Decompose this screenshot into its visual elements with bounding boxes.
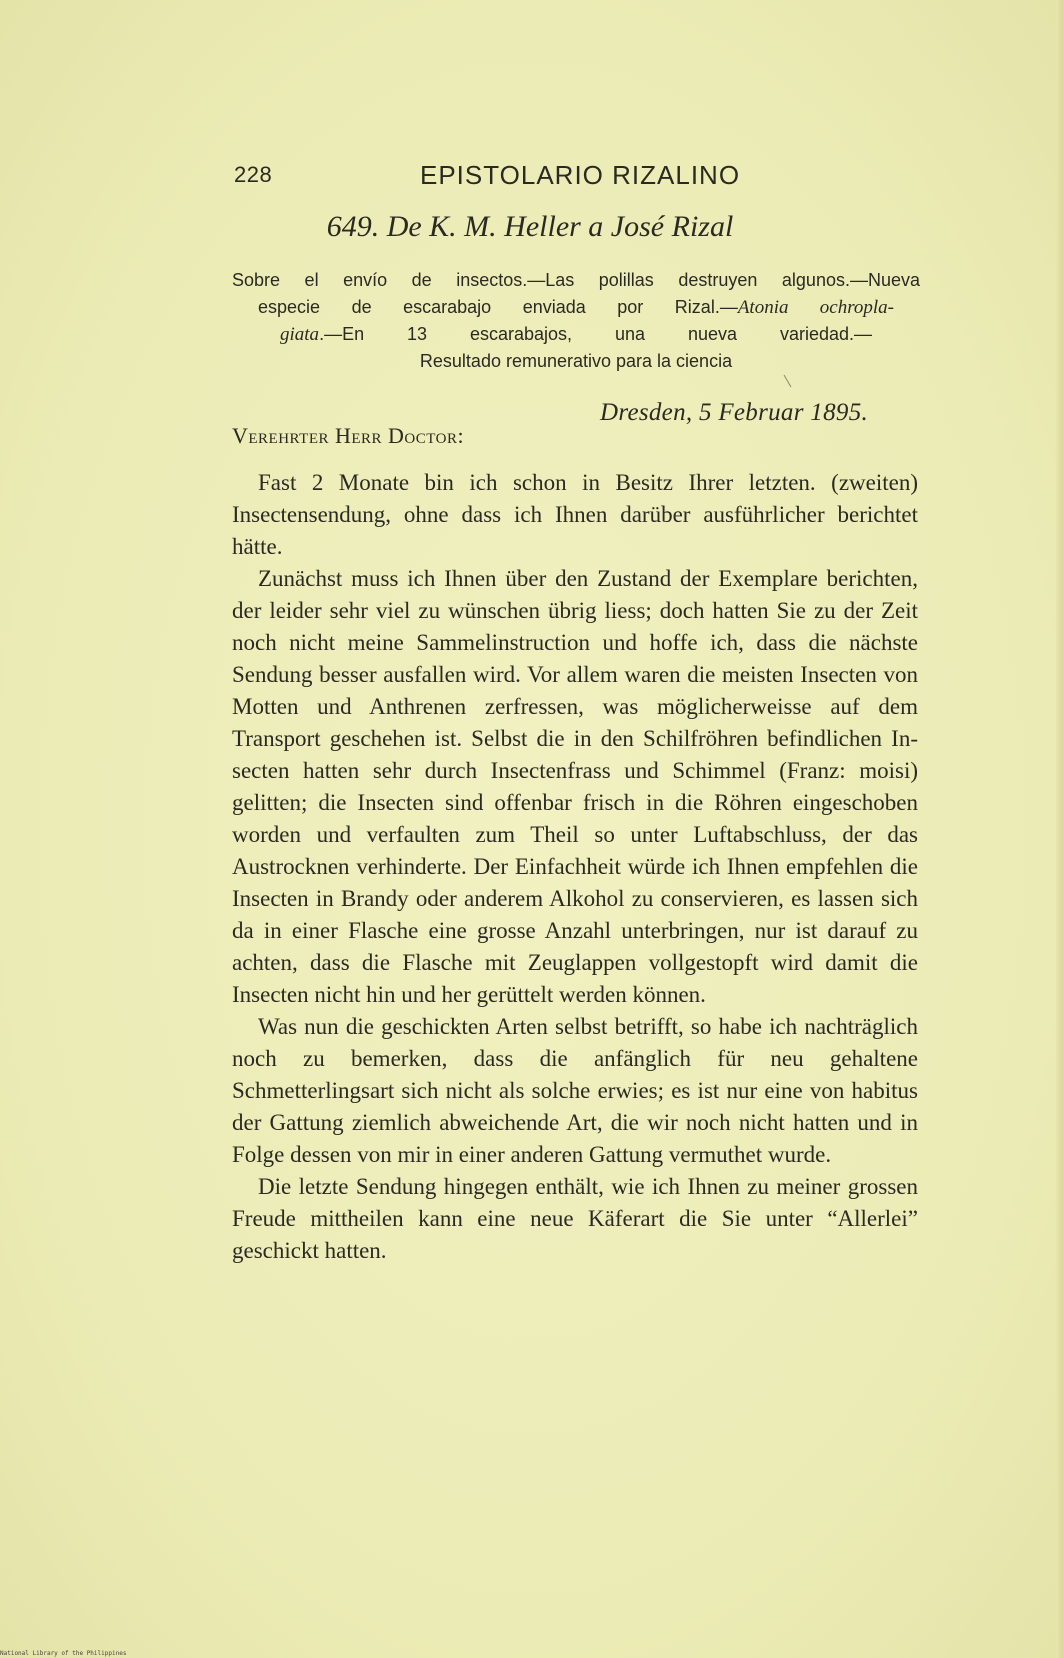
library-credit: National Library of the Philippines	[0, 1650, 127, 1657]
summary-line-2	[232, 294, 920, 321]
running-head	[234, 160, 764, 194]
paragraph-2: Zunächst muss ich Ihnen über den Zustand der Exemplare berichten, der leider sehr viel zu wünschen übrig liess; doch hatten Sie zu der Zeit noch nicht meine Sammelinstruction und hoffe ich, dass die nächste Sendung besser ausfallen wird. Vor allem waren die meisten Insecten von Motten und Anthrenen zerfressen, was möglicherweisse auf dem Transport geschehen ist. Selbst die in den Schilfröhren befindlichen Insecten hatten sehr durch Insectenfrass und Schimmel (Franz: moisi) gelitten; die Insecten sind offenbar frisch in die Röhren eingeschoben worden und verfaulten zum Theil so unter Luftabschluss, der das Austrocknen verhinderte. Der Einfachheit würde ich Ihnen empfehlen die Insecten in Brandy oder anderem Alkohol zu conservieren, es lassen sich da in einer Flasche eine grosse Anzahl unterbringen, nur ist darauf zu achten, dass die Flasche mit Zeuglappen vollgestopft wird damit die Insecten nicht hin und her gerüttelt werden können.	[232, 566, 918, 1007]
page-number: 228	[234, 162, 273, 187]
summary-line-1: Sobre el envío de insectos.—Las polillas destruyen algunos.—Nueva	[232, 270, 920, 290]
letter-title: 649. De K. M. Heller a José Rizal	[326, 210, 734, 243]
paragraph-4: Die letzte Sendung hingegen enthält, wie ich Ihnen zu meiner grossen Freude mittheilen kann eine neue Käferart die Sie unter “Allerlei” geschickt hatten.	[232, 1174, 918, 1263]
running-title: EPISTOLARIO RIZALINO	[420, 160, 741, 190]
salutation: Verehrter Herr Doctor:	[232, 423, 465, 448]
place-date: Dresden, 5 Februar 1895.	[600, 399, 869, 426]
print-speck	[784, 375, 792, 388]
summary-species-name-part-1: Atonia ochropla-	[737, 297, 894, 318]
summary-species-name-part-2: giata	[280, 324, 320, 345]
summary-line-2-text: especie de escarabajo enviada por Rizal.—	[258, 297, 738, 317]
summary-line-3-text: .—En 13 escarabajos, una nueva variedad.—	[319, 324, 872, 344]
summary-line-4: Resultado remunerativo para la ciencia	[419, 351, 733, 371]
letter-body	[232, 467, 918, 1267]
paragraph-3: Was nun die geschickten Arten selbst betrifft, so habe ich nachträglich noch zu bemerken, dass die anfänglich für neu gehaltene Schmetterlingsart sich nicht als solche erwies; es ist nur eine von habitus der Gattung ziemlich abweichende Art, die wir noch nicht hatten und in Folge dessen von mir in einer anderen Gattung vermuthet wurde.	[232, 1014, 918, 1167]
summary-line-3	[232, 321, 920, 348]
letter-summary	[232, 267, 920, 375]
paragraph-1: Fast 2 Monate bin ich schon in Besitz Ihrer letzten. (zweiten) Insectensendung, ohne dass ich Ihnen darüber ausführlicher berichtet hätte.	[232, 470, 918, 559]
page-edge-shadow	[1056, 0, 1063, 1658]
